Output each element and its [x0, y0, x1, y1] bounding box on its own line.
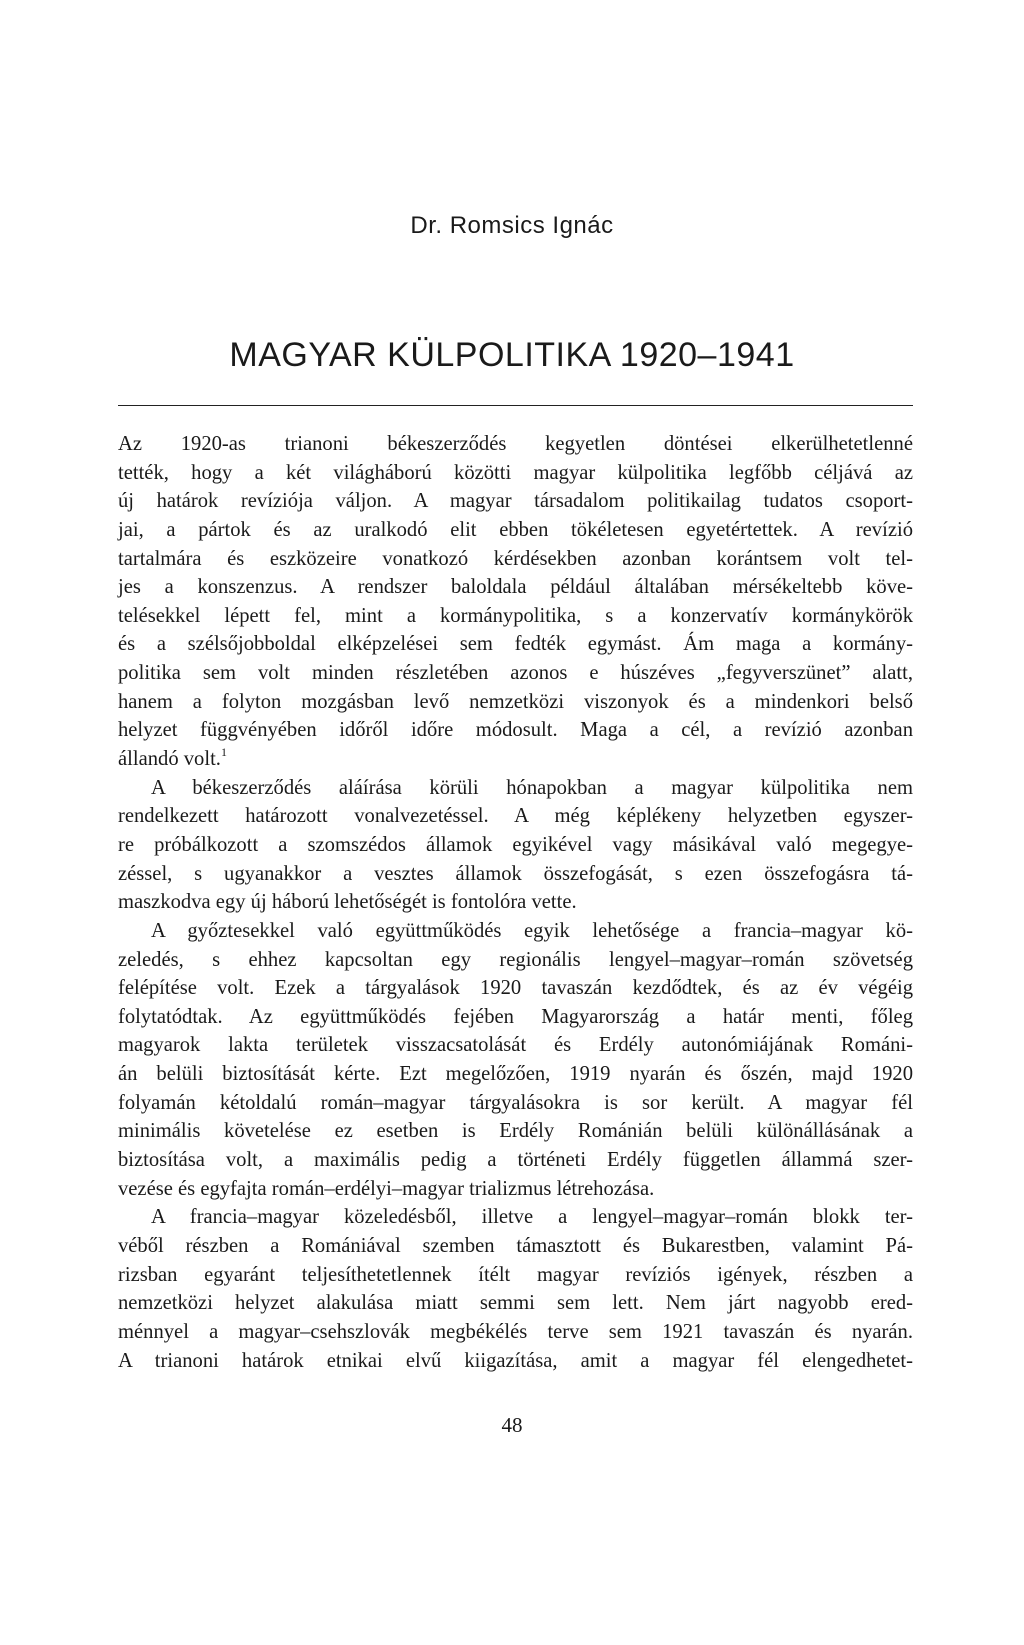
text-line: vezése és egyfajta román–erdélyi–magyar trializmus létrehozása.	[118, 1177, 655, 1200]
text-line: Az 1920-as trianoni békeszerződés kegyetlen döntései elkerülhetetlenné	[118, 433, 913, 455]
text-line: politika sem volt minden részletében azonos e húszéves „fegyverszünet” alatt,	[118, 662, 913, 685]
text-line: nemzetközi helyzet alakulása miatt semmi sem lett. Nem járt nagyobb ered-	[118, 1292, 913, 1315]
text-line: rendelkezett határozott vonalvezetéssel. A még képlékeny helyzetben egyszer-	[118, 805, 913, 828]
text-line: folyamán kétoldalú román–magyar tárgyalásokra is sor került. A magyar fél	[118, 1091, 913, 1114]
text-line: A francia–magyar közeledésből, illetve a lengyel–magyar–román blokk ter-	[151, 1206, 913, 1229]
text-line: folytatódtak. Az együttműködés fejében Magyarország a határ menti, főleg	[118, 1005, 913, 1028]
text-line: magyarok lakta területek visszacsatolását és Erdély autonómiájának Románi-	[118, 1034, 913, 1057]
text-line-content: állandó volt.	[118, 748, 221, 771]
footnote-marker: 1	[220, 745, 227, 760]
text-line: tették, hogy a két világháború közötti magyar külpolitika legfőbb céljává az	[118, 461, 913, 484]
text-line: felépítése volt. Ezek a tárgyalások 1920 tavaszán kezdődtek, és az év végéig	[118, 977, 913, 1000]
page-number: 48	[501, 1413, 523, 1437]
paragraph	[118, 430, 913, 774]
text-line: A békeszerződés aláírása körüli hónapokban a magyar külpolitika nem	[151, 776, 913, 799]
text-line: ménnyel a magyar–csehszlovák megbékélés terve sem 1921 tavaszán és nyarán.	[118, 1320, 913, 1343]
text-line: telésekkel lépett fel, mint a kormánypolitika, s a konzervatív kormánykörök	[118, 604, 913, 627]
paragraph	[118, 917, 913, 1203]
article-title: MAGYAR KÜLPOLITIKA 1920–1941	[229, 336, 795, 374]
text-line: helyzet függvényében időről időre módosult. Maga a cél, a revízió azonban	[118, 719, 913, 742]
article-body	[118, 430, 913, 1375]
text-line: maszkodva egy új háború lehetőségét is fontolóra vette.	[118, 891, 577, 914]
text-line: minimális követelése ez esetben is Erdély Románián belüli különállásának a	[118, 1120, 913, 1143]
paragraph	[118, 774, 913, 917]
author-name: Dr. Romsics Ignác	[410, 212, 614, 239]
paragraph	[118, 1203, 913, 1375]
title-divider	[118, 405, 913, 406]
text-line: biztosítása volt, a maximális pedig a történeti Erdély független állammá szer-	[118, 1149, 913, 1172]
text-line: án belüli biztosítását kérte. Ezt megelőzően, 1919 nyarán és őszén, majd 1920	[118, 1063, 913, 1086]
text-line: tartalmára és eszközeire vonatkozó kérdésekben azonban korántsem volt tel-	[118, 547, 913, 570]
text-line: re próbálkozott a szomszédos államok egyikével vagy másikával való megegye-	[118, 833, 913, 856]
text-line: rizsban egyaránt teljesíthetetlennek ítélt magyar revíziós igények, részben a	[118, 1263, 913, 1286]
text-line: véből részben a Romániával szemben támasztott és Bukarestben, valamint Pá-	[118, 1234, 913, 1257]
text-line	[118, 745, 913, 774]
text-line: új határok revíziója váljon. A magyar társadalom politikailag tudatos csoport-	[118, 490, 913, 513]
text-line: hanem a folyton mozgásban levő nemzetközi viszonyok és a mindenkori belső	[118, 690, 913, 713]
text-line: zéssel, s ugyanakkor a vesztes államok összefogását, s ezen összefogásra tá-	[118, 862, 913, 885]
text-line: jai, a pártok és az uralkodó elit ebben tökéletesen egyetértettek. A revízió	[118, 518, 913, 541]
text-line: A trianoni határok etnikai elvű kiigazítása, amit a magyar fél elengedhetet-	[118, 1349, 913, 1372]
text-line: zeledés, s ehhez kapcsoltan egy regionális lengyel–magyar–román szövetség	[118, 948, 913, 971]
text-line: jes a konszenzus. A rendszer baloldala például általában mérsékeltebb köve-	[118, 576, 913, 599]
text-line: és a szélsőjobboldal elképzelései sem fedték egymást. Ám maga a kormány-	[118, 633, 913, 656]
text-line: A győztesekkel való együttműködés egyik lehetősége a francia–magyar kö-	[151, 919, 913, 942]
